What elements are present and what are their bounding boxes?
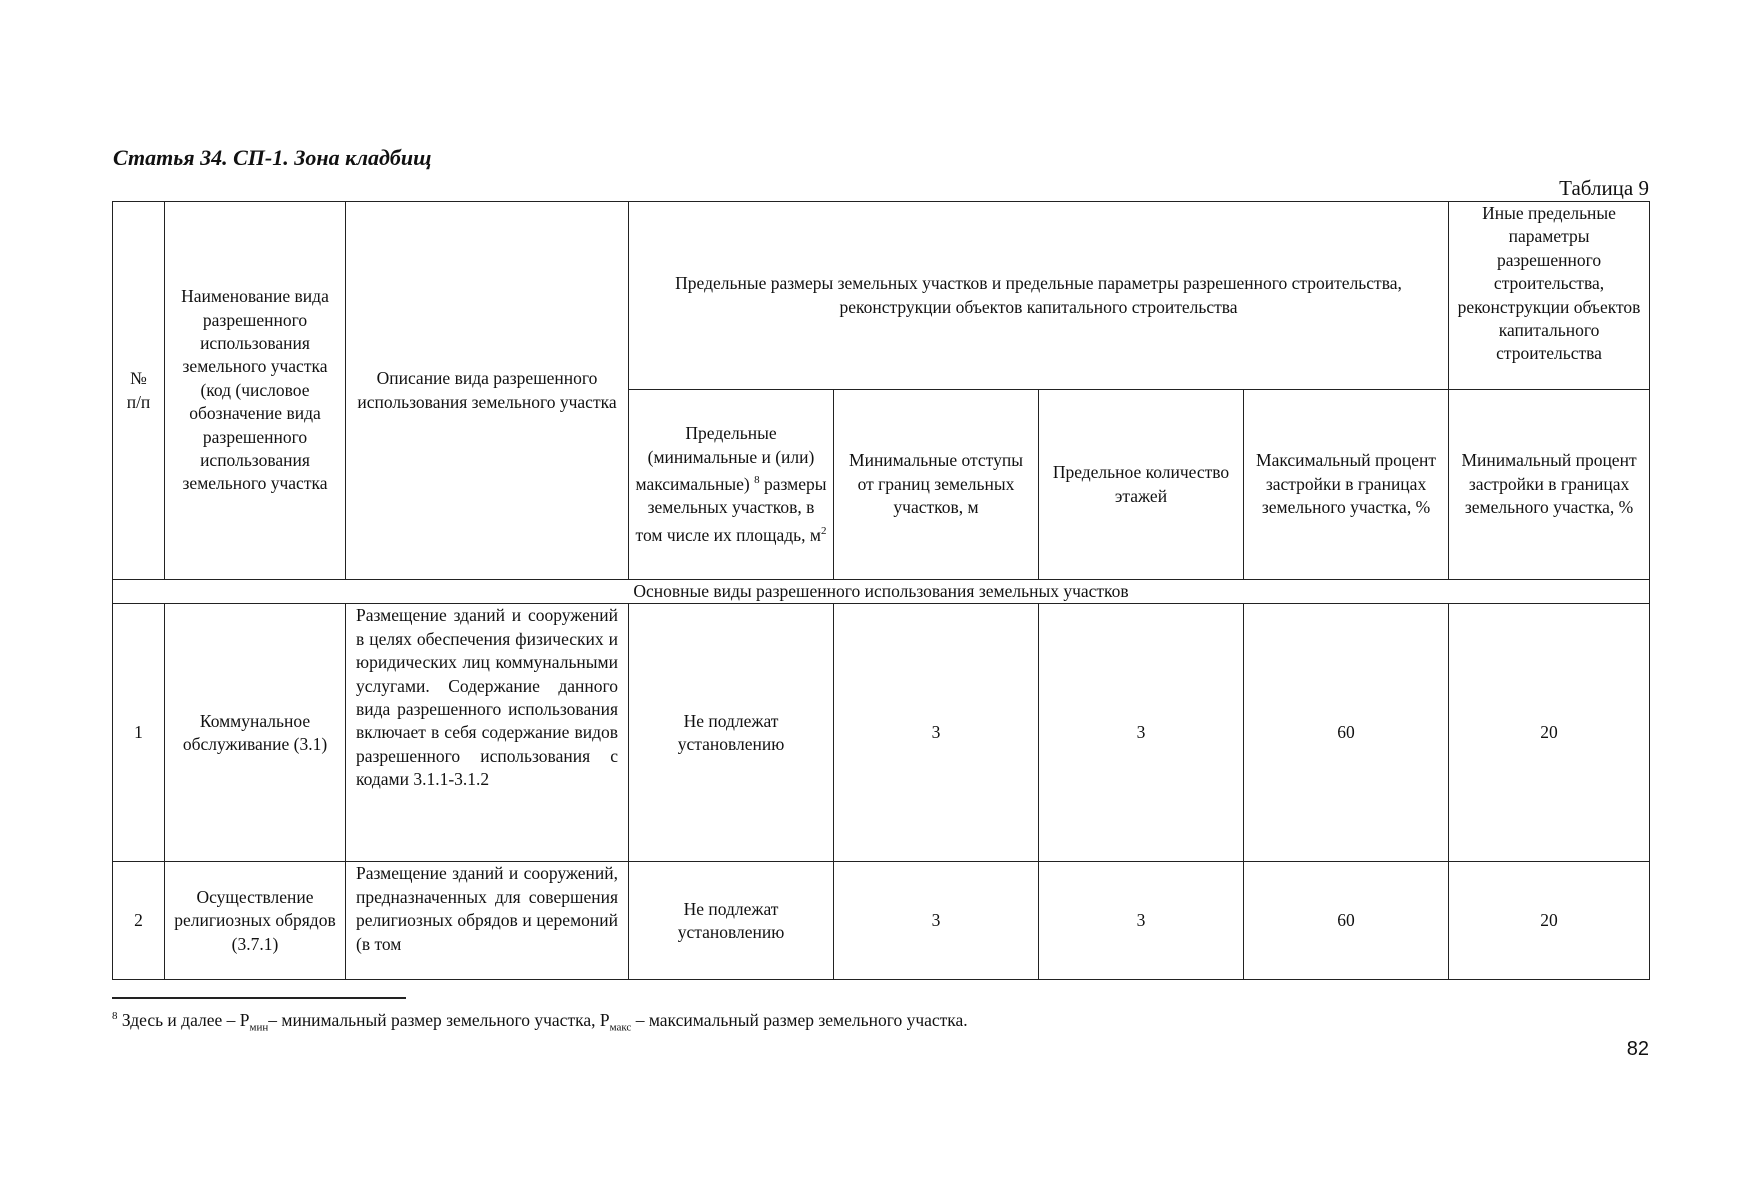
row-description: Размещение зданий и сооружений, предназначенных для совершения религиозных обрядов и церемоний (в том bbox=[346, 862, 629, 980]
row-min-coverage: 20 bbox=[1449, 862, 1650, 980]
row-max-coverage: 60 bbox=[1244, 862, 1449, 980]
row-floors: 3 bbox=[1039, 604, 1244, 862]
header-description: Описание вида разрешенного использования земельного участка bbox=[346, 202, 629, 580]
header-min-coverage: Минимальный процент застройки в границах земельного участка, % bbox=[1449, 390, 1650, 580]
row-name: Коммунальное обслуживание (3.1) bbox=[165, 604, 346, 862]
row-num: 1 bbox=[113, 604, 165, 862]
zoning-table bbox=[112, 201, 1650, 980]
header-other-params: Иные предельные параметры разрешенного строительства, реконструкции объектов капитального строительства bbox=[1449, 202, 1650, 390]
footnote-sub-min: мин bbox=[249, 1021, 269, 1034]
row-description: Размещение зданий и сооружений в целях обеспечения физических и юридических лиц коммунальными услугами. Содержание данного вида разрешенного использования включает в себя содержание видов разрешенного использования с кодами 3.1.1-3.1.2 bbox=[346, 604, 629, 862]
table-row bbox=[113, 604, 1650, 862]
header-plot-size-a: Предельные (минимальные и (или) максимальные) bbox=[635, 423, 815, 494]
footnote-text-c: – максимальный размер земельного участка. bbox=[631, 1010, 968, 1030]
header-plot-size-b: размеры земельных участков, в том числе их площадь, м bbox=[635, 473, 827, 545]
footnote bbox=[112, 1010, 968, 1034]
page-number: 82 bbox=[1626, 1038, 1649, 1060]
header-max-coverage: Максимальный процент застройки в границах земельного участка, % bbox=[1244, 390, 1449, 580]
row-name: Осуществление религиозных обрядов (3.7.1) bbox=[165, 862, 346, 980]
row-floors: 3 bbox=[1039, 862, 1244, 980]
row-min-coverage: 20 bbox=[1449, 604, 1650, 862]
footnote-sub-max: макс bbox=[609, 1021, 632, 1034]
article-heading: Статья 34. СП-1. Зона кладбищ bbox=[113, 145, 432, 170]
row-setbacks: 3 bbox=[834, 604, 1039, 862]
footnote-ref: 8 bbox=[754, 473, 760, 486]
row-plot-size: Не подлежат установлению bbox=[629, 862, 834, 980]
header-num: № п/п bbox=[113, 202, 165, 580]
header-limits-group: Предельные размеры земельных участков и предельные параметры разрешенного строительства, реконструкции объектов капитального строительства bbox=[629, 202, 1449, 390]
header-setbacks: Минимальные отступы от границ земельных участков, м bbox=[834, 390, 1039, 580]
header-name: Наименование вида разрешенного использования земельного участка (код (числовое обозначение вида разрешенного использования земельного участка bbox=[165, 202, 346, 580]
row-num: 2 bbox=[113, 862, 165, 980]
table-caption: Таблица 9 bbox=[1559, 176, 1649, 200]
header-floors: Предельное количество этажей bbox=[1039, 390, 1244, 580]
footnote-text-b: – минимальный размер земельного участка, P bbox=[268, 1010, 610, 1030]
footnote-marker: 8 bbox=[112, 1010, 118, 1023]
row-max-coverage: 60 bbox=[1244, 604, 1449, 862]
section-title: Основные виды разрешенного использования земельных участков bbox=[113, 580, 1650, 604]
footnote-divider bbox=[112, 997, 406, 999]
row-setbacks: 3 bbox=[834, 862, 1039, 980]
table-row bbox=[113, 862, 1650, 980]
row-plot-size: Не подлежат установлению bbox=[629, 604, 834, 862]
unit-superscript: 2 bbox=[820, 524, 827, 537]
header-plot-size bbox=[629, 390, 834, 580]
footnote-text-a: Здесь и далее – P bbox=[117, 1010, 250, 1030]
